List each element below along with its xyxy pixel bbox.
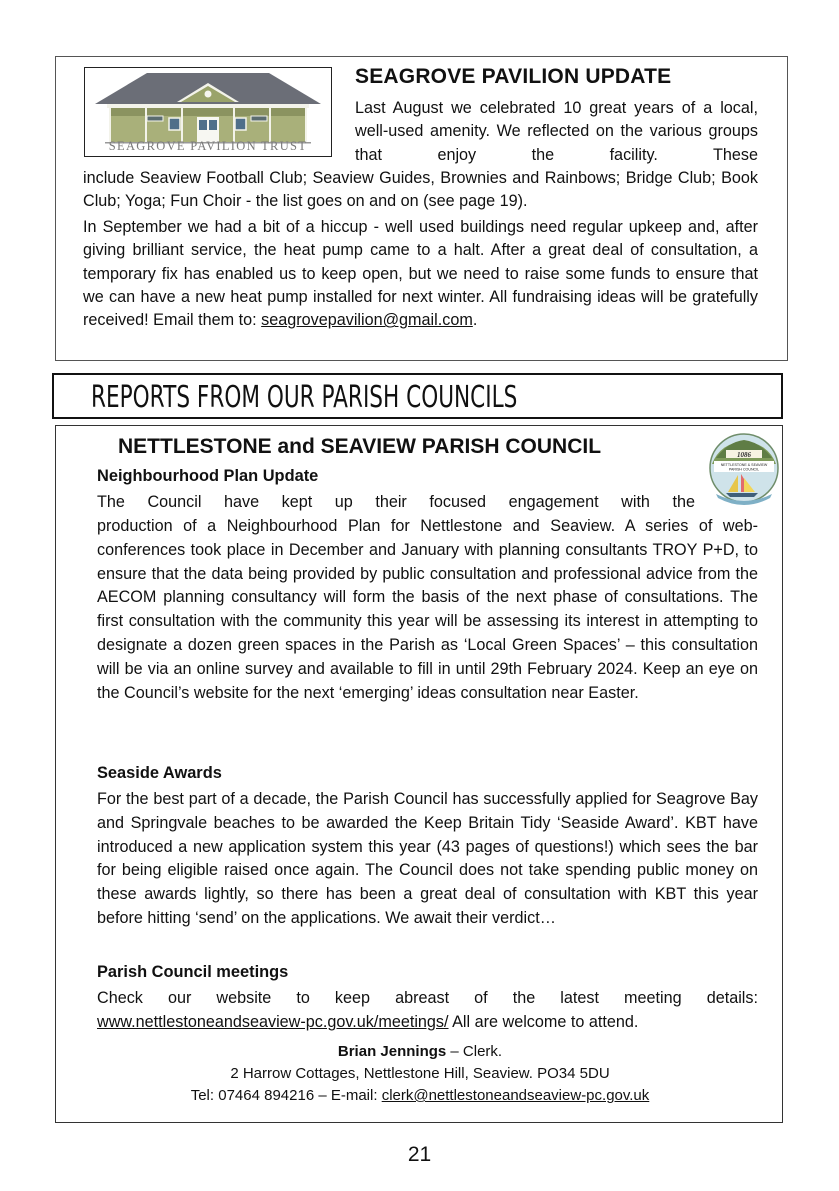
section-heading-seaside-awards: Seaside Awards <box>97 764 222 782</box>
clerk-name: Brian Jennings <box>337 1043 447 1060</box>
clerk-signature <box>56 1041 784 1062</box>
pavilion-paragraph-2 <box>83 216 758 332</box>
pavilion-para2-end: . <box>472 311 478 330</box>
pavilion-article <box>55 56 788 361</box>
reports-banner-title: REPORTS FROM OUR PARISH COUNCILS <box>91 380 518 415</box>
clerk-contact <box>56 1085 784 1106</box>
parish-crest-icon <box>708 428 780 508</box>
section-heading-meetings: Parish Council meetings <box>97 963 289 981</box>
pavilion-intro: Last August we celebrated 10 great years of a local, well-used amenity. We reflected on the various groups that enjoy the facility. These <box>355 99 758 164</box>
crest-year: 1086 <box>737 451 751 459</box>
pavilion-intro-continued: include Seaview Football Club; Seaview Guides, Brownies and Rainbows; Bridge Club; Book Club; Yoga; Fun Choir - the list goes on and on (see page 19). <box>83 169 758 211</box>
meetings-text: Check our website to keep abreast of the latest meeting details: <box>97 989 758 1007</box>
pavilion-title: SEAGROVE PAVILION UPDATE <box>355 65 672 88</box>
reports-banner <box>52 373 783 419</box>
seaside-awards-body: For the best part of a decade, the Parish Council has successfully applied for Seagrove Bay and Springvale beaches to be awarded the Keep Britain Tidy ‘Seaside Award’. KBT have introduced a new application system this year (43 pages of questions!) which sees the bar for being eligible raised once again. The Council does not take spending public money on these awards lightly, so there has been a great deal of consultation with KBT this year before hitting ‘send’ on the applications. We await their verdict… <box>97 790 758 927</box>
neighbourhood-plan-body: production of a Neighbourhood Plan for Nettlestone and Seaview. A series of web-conferences took place in December and January with planning consultants TROY P+D, to ensure that the data being provided by public consultation and professional advice from the AECOM planning consultancy will form the basis of the next phase of consultations. The first consultation with the community this year will be assessing its interest in attempting to designate a dozen green spaces in the Parish as ‘Local Green Spaces’ – this consultation will be via an online survey and available to fill in until 29th February 2024. Keep an eye on the Council’s website for the next ‘emerging’ ideas consultation near Easter. <box>97 517 758 702</box>
meetings-text-end: All are welcome to attend. <box>448 1012 639 1031</box>
svg-text:PARISH COUNCIL: PARISH COUNCIL <box>728 467 760 472</box>
page-number: 21 <box>407 1143 432 1166</box>
neighbourhood-plan-first-line: The Council have kept up their focused engagement with the <box>97 493 695 511</box>
pavilion-para2-text: In September we had a bit of a hiccup - well used buildings need regular upkeep and, after giving brilliant service, the heat pump came to a halt. After a great deal of consultation, a temporary fix has enabled us to keep open, but we need to raise some funds to ensure that we can have a new heat pump installed for next winter. All fundraising ideas will be gratefully received! Email them to: <box>83 218 758 330</box>
pavilion-email-link[interactable]: seagrovepavilion@gmail.com <box>261 311 473 330</box>
logo-caption: SEAGROVE PAVILION TRUST <box>108 139 308 153</box>
clerk-address: 2 Harrow Cottages, Nettlestone Hill, Seaview. PO34 5DU <box>230 1065 610 1082</box>
council-article <box>55 425 783 1123</box>
clerk-email-link[interactable]: clerk@nettlestoneandseaview-pc.gov.uk <box>381 1087 650 1104</box>
meetings-link[interactable]: www.nettlestoneandseaview-pc.gov.uk/meetings/ <box>97 1012 449 1031</box>
svg-text:NETTLESTONE & SEAVIEW: NETTLESTONE & SEAVIEW <box>720 463 768 467</box>
clerk-role: – Clerk. <box>446 1043 503 1060</box>
meetings-body <box>97 987 758 1035</box>
seagrove-pavilion-logo <box>84 67 332 157</box>
council-title: NETTLESTONE and SEAVIEW PARISH COUNCIL <box>118 435 602 458</box>
clerk-tel: Tel: 07464 894216 – E-mail: <box>190 1087 382 1104</box>
section-heading-neighbourhood-plan: Neighbourhood Plan Update <box>97 467 319 485</box>
